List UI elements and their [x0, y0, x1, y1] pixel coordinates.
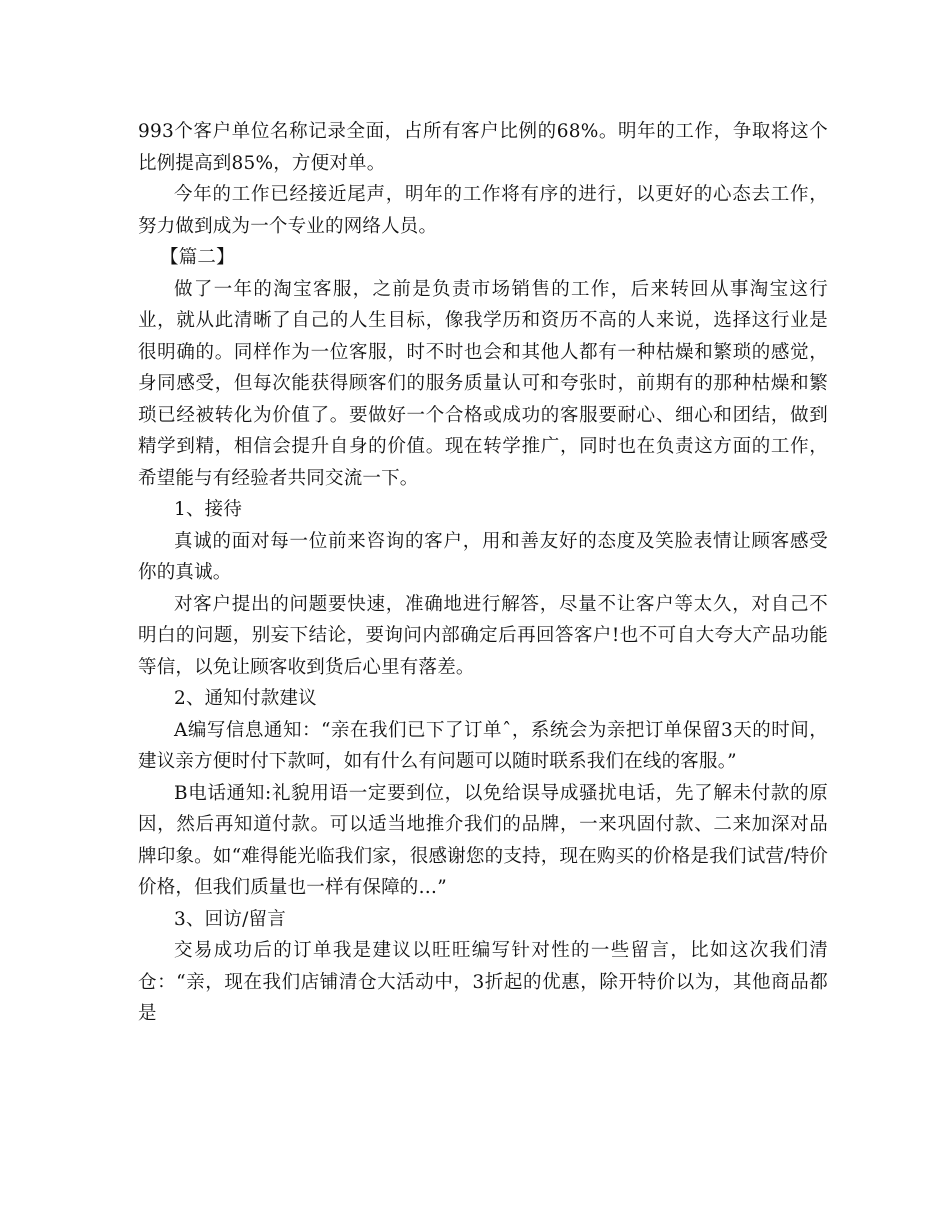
paragraph-follow-up-message: 交易成功后的订单我是建议以旺旺编写针对性的一些留言，比如这次我们清仓：“亲，现在我们店铺清仓大活动中，3折起的优惠，除开特价以为，其他商品都是 [138, 940, 828, 1024]
paragraph-message-notice: A编写信息通知：“亲在我们已下了订单ˆ，系统会为亲把订单保留3天的时间，建议亲方便时付下款呵，如有什么有问题可以随时联系我们在线的客服。” [138, 719, 828, 772]
paragraph-taobao-service: 做了一年的淘宝客服，之前是负责市场销售的工作，后来转回从事淘宝这行业，就从此清晰了自己的人生目标，像我学历和资历不高的人来说，选择这行业是很明确的。同样作为一位客服，时不时也会和其他人都有一种枯燥和繁琐的感觉，身同感受，但每次能获得顾客们的服务质量认可和夸张时，前期有的那种枯燥和繁琐已经被转化为价值了。要做好一个合格或成功的客服要耐心、细心和团结，做到精学到精，相信会提升自身的价值。现在转学推广，同时也在负责这方面的工作，希望能与有经验者共同交流一下。 [138, 278, 828, 489]
subheading-payment-notice: 2、通知付款建议 [174, 688, 317, 709]
paragraph-phone-notice: B电话通知:礼貌用语一定要到位，以免给误导成骚扰电话，先了解未付款的原因，然后再知道付款。可以适当地推介我们的品牌，一来巩固付款、二来加深对品牌印象。如“难得能光临我们家，很感谢您的支持，现在购买的价格是我们试营/特价价格，但我们质量也一样有保障的…” [138, 782, 828, 898]
paragraph-customer-records: 993个客户单位名称记录全面，占所有客户比例的68%。明年的工作，争取将这个比例提高到85%，方便对单。 [138, 121, 828, 174]
subheading-follow-up: 3、回访/留言 [174, 908, 286, 930]
document-body [138, 116, 828, 1030]
paragraph-answer-questions: 对客户提出的问题要快速，准确地进行解答，尽量不让客户等太久，对自己不明白的问题，别妄下结论，要询问内部确定后再回答客户!也不可自大夸大产品功能等信，以免让顾客收到货后心里有落差。 [138, 593, 828, 678]
section-heading-part-two: 【篇二】 [160, 247, 235, 268]
paragraph-year-end: 今年的工作已经接近尾声，明年的工作将有序的进行，以更好的心态去工作，努力做到成为一个专业的网络人员。 [138, 184, 828, 237]
paragraph-sincere-service: 真诚的面对每一位前来咨询的客户，用和善友好的态度及笑脸表情让顾客感受你的真诚。 [138, 530, 828, 583]
subheading-reception: 1、接待 [174, 499, 243, 520]
